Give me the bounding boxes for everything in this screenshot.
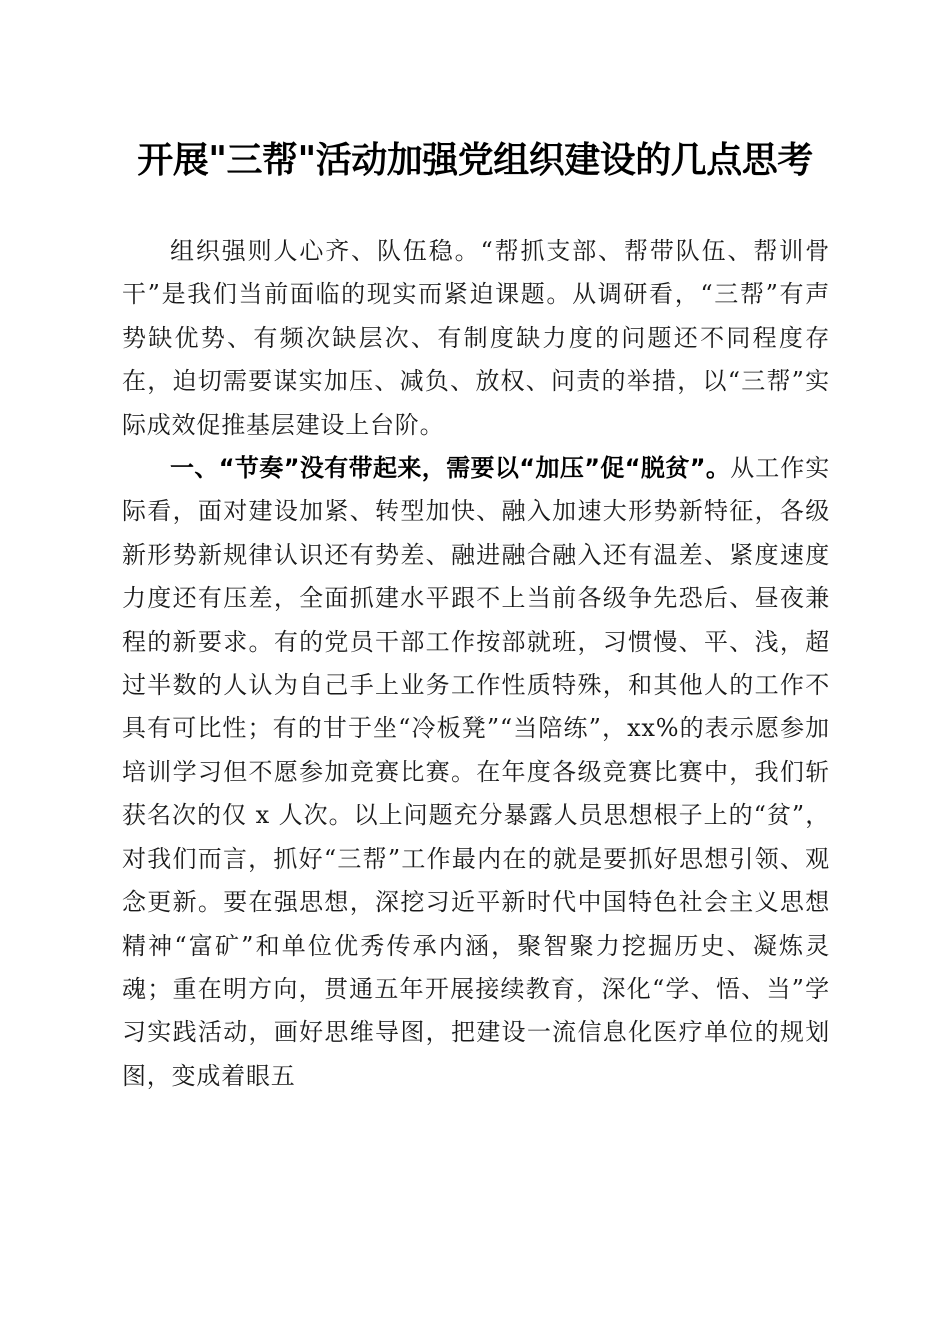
section-1-paragraph bbox=[122, 447, 830, 1098]
section-1-text: 从工作实际看，面对建设加紧、转型加快、融入加速大形势新特征，各级新形势新规律认识还有势差、融进融合融入还有温差、紧度速度力度还有压差，全面抓建水平跟不上当前各级争先恐后、昼夜兼程的新要求。有的党员干部工作按部就班，习惯慢、平、浅，超过半数的人认为自己手上业务工作性质特殊，和其他人的工作不具有可比性；有的甘于坐“冷板凳”“当陪练”，xx%的表示愿参加培训学习但不愿参加竞赛比赛。在年度各级竞赛比赛中，我们斩获名次的仅 x 人次。以上问题充分暴露人员思想根子上的“贫”，对我们而言，抓好“三帮”工作最内在的就是要抓好思想引领、观念更新。要在强思想，深挖习近平新时代中国特色社会主义思想精神“富矿”和单位优秀传承内涵，聚智聚力挖掘历史、凝炼灵魂；重在明方向，贯通五年开展接续教育，深化“学、悟、当”学习实践活动，画好思维导图，把建设一流信息化医疗单位的规划图，变成着眼五 bbox=[122, 454, 831, 1090]
document-title: 开展"三帮"活动加强党组织建设的几点思考 bbox=[137, 139, 813, 181]
intro-paragraph: 组织强则人心齐、队伍稳。“帮抓支部、帮带队伍、帮训骨干”是我们当前面临的现实而紧迫课题。从调研看，“三帮”有声势缺优势、有频次缺层次、有制度缺力度的问题还不同程度存在，迫切需要谋实加压、减负、放权、问责的举措，以“三帮”实际成效促推基层建设上台阶。 bbox=[122, 237, 830, 439]
document-body bbox=[122, 230, 830, 1098]
section-1-heading: 一、“节奏”没有带起来，需要以“加压”促“脱贫”。 bbox=[170, 454, 731, 483]
